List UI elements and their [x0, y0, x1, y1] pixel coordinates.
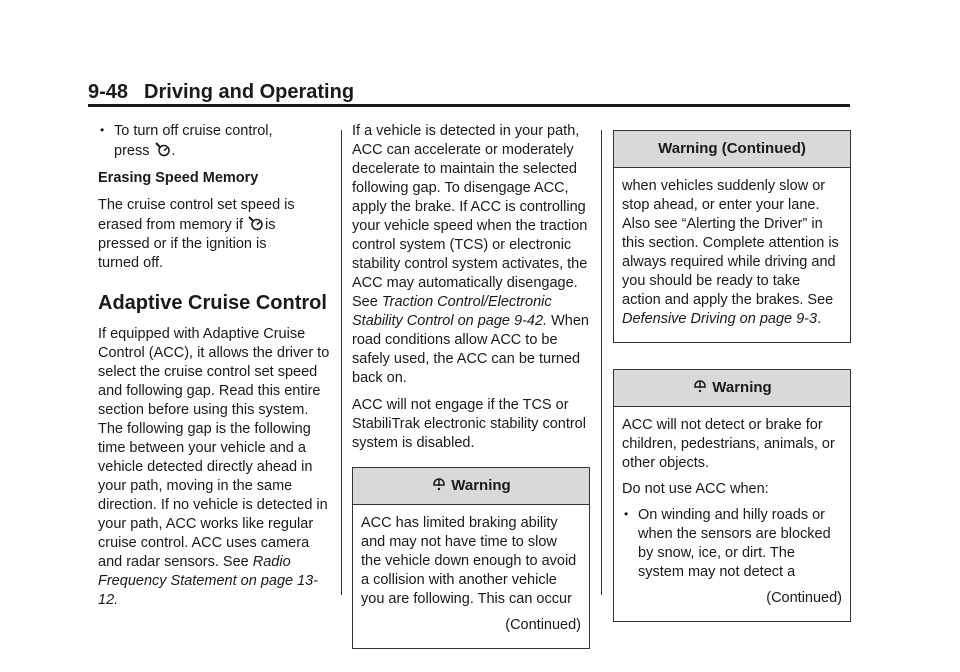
list-item: • On winding and hilly roads or when the sensors are blocked by snow, ice, or dirt. The system may not detect a — [622, 506, 842, 582]
column-divider — [601, 130, 602, 595]
header-rule — [88, 104, 850, 107]
warning-continued-body: when vehicles suddenly slow or stop ahead, or enter your lane. Also see “Alerting the Driver” in this section. Complete attention is always required while driving and you should be ready to take action and apply the brakes. See Defensive Driving on page 9-3. — [622, 178, 839, 327]
bullet-text: To turn off cruise control, — [114, 123, 273, 139]
cross-reference: Defensive Driving on page 9-3 — [622, 311, 818, 327]
bullet-press-text: press — [114, 143, 150, 159]
continued-label: (Continued) — [505, 617, 581, 633]
continued-label: (Continued) — [766, 590, 842, 606]
warning-box — [352, 467, 590, 649]
column-1 — [98, 122, 334, 618]
warning-body: ACC will not detect or brake for children, pedestrians, animals, or other objects. Do not use ACC when: • On winding and hilly roads or when the sensors are blocked by snow, ice, or dirt. The system may not detect a (Continued) — [614, 407, 850, 621]
column-2 — [352, 122, 590, 649]
column-3 — [613, 130, 851, 622]
subheading: Erasing Speed Memory — [98, 170, 259, 186]
warning-icon — [692, 377, 708, 395]
paragraph: ACC will not engage if the TCS or StabiliTrak electronic stability control system is disabled. — [352, 397, 586, 451]
warning-icon — [431, 475, 447, 493]
cross-reference: Radio Frequency Statement on page 13-12. — [98, 554, 319, 608]
cruise-control-icon — [248, 215, 264, 231]
cruise-control-icon — [155, 141, 171, 157]
paragraph: The cruise control set speed is erased from memory if is pressed or if the ignition is turned off. — [98, 197, 295, 271]
warning-continued-header: Warning (Continued) — [614, 131, 850, 168]
warning-body: ACC has limited braking ability and may not have time to slow the vehicle down enough to avoid a collision with another vehicle you are following. This can occur (Continued) — [361, 515, 581, 633]
warning-continued-box — [613, 130, 851, 343]
warning-header: Warning — [353, 468, 589, 505]
paragraph: If equipped with Adaptive Cruise Control (ACC), it allows the driver to select the cruise control set speed and following gap. Read this entire section before using this system. The following gap is the following time between your vehicle and a vehicle detected directly ahead in your path, moving in the same direction. If no vehicle is detected in your path, ACC works like regular cruise control. ACC uses camera and radar sensors. See Radio Frequency Statement on page 13-12. — [98, 326, 330, 608]
page-header — [88, 80, 850, 108]
warning-box — [613, 369, 851, 622]
list-item: • To turn off cruise control, press . — [98, 122, 334, 161]
page-number: 9-48 — [88, 81, 129, 103]
column-divider — [341, 130, 342, 595]
section-heading: Adaptive Cruise Control — [98, 292, 327, 314]
header-title — [88, 80, 850, 104]
paragraph: If a vehicle is detected in your path, ACC can accelerate or moderately decelerate to maintain the selected following gap. To disengage ACC, apply the brake. If ACC is controlling your vehicle speed when the traction control system (TCS) or electronic stability control system activates, the ACC may automatically disengage. See Traction Control/Electronic Stability Control on page 9-42. When road conditions allow ACC to be safely used, the ACC can be turned back on. — [352, 123, 589, 386]
cross-reference: Traction Control/Electronic Stability Control on page 9-42. — [352, 294, 552, 329]
warning-header: Warning — [614, 370, 850, 407]
section-title: Driving and Operating — [144, 81, 355, 103]
